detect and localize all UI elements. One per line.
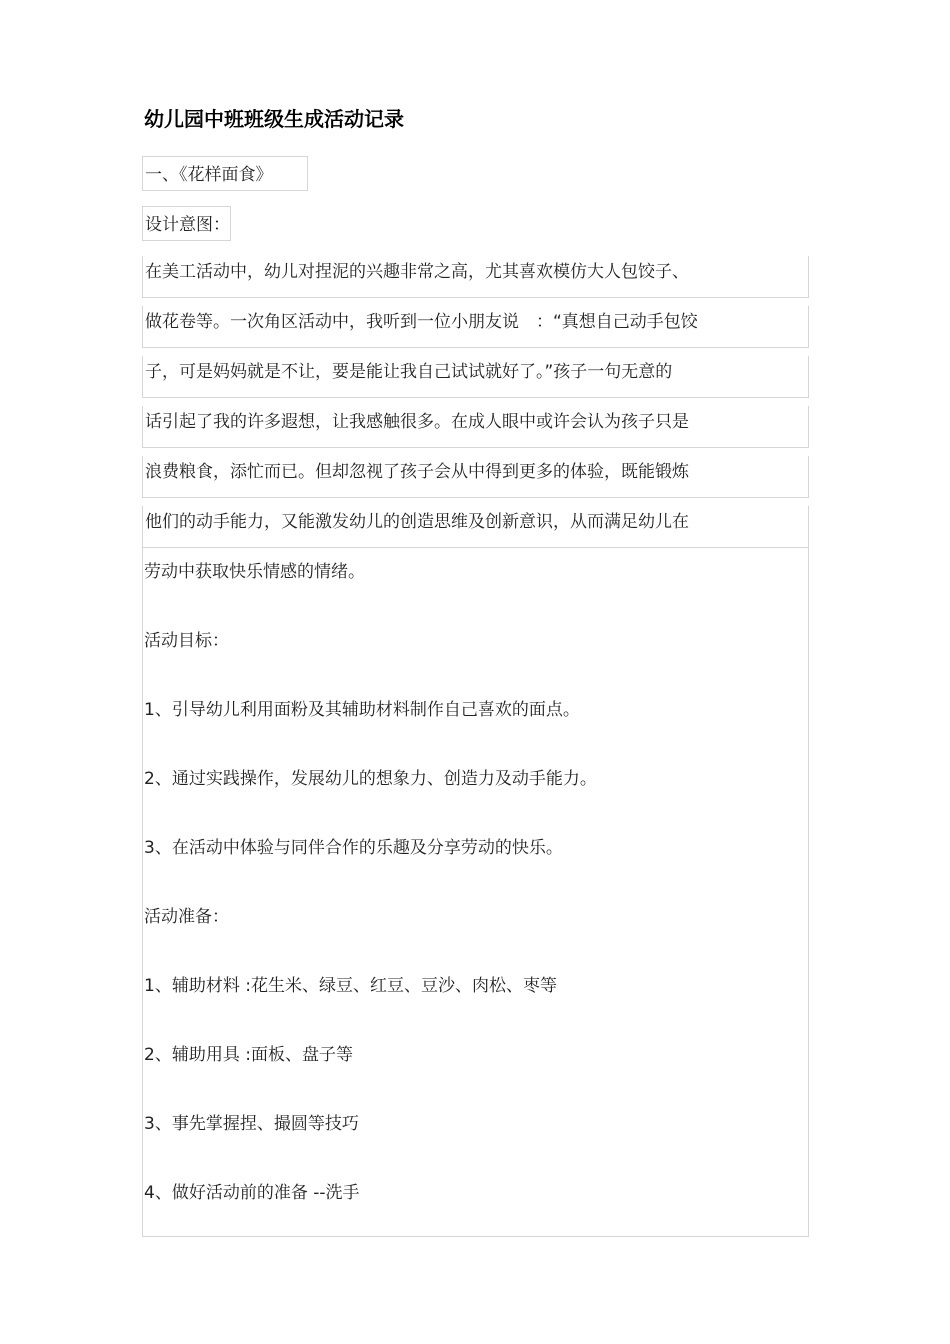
goal-item: 2、通过实践操作，发展幼儿的想象力、创造力及动手能力。 [144, 769, 597, 789]
design-intent-line: 他们的动手能力，又能激发幼儿的创造思维及创新意识，从而满足幼儿在 [142, 506, 809, 548]
preparation-item: 4、做好活动前的准备 --洗手 [144, 1183, 360, 1203]
design-intent-line: 子，可是妈妈就是不让，要是能让我自己试试就好了。”孩子一句无意的 [142, 356, 809, 398]
preparation-item: 3、事先掌握捏、撮圆等技巧 [144, 1114, 359, 1134]
design-intent-label: 设计意图： [142, 206, 231, 241]
design-intent-line: 劳动中获取快乐情感的情绪。 [144, 562, 365, 582]
goals-label: 活动目标： [144, 631, 229, 651]
goal-item: 3、在活动中体验与同伴合作的乐趣及分享劳动的快乐。 [144, 838, 563, 858]
preparation-item: 2、辅助用具 :面板、盘子等 [144, 1045, 353, 1065]
preparation-label: 活动准备： [144, 907, 229, 927]
design-intent-line: 浪费粮食，添忙而已。但却忽视了孩子会从中得到更多的体验，既能锻炼 [142, 456, 809, 498]
document-title: 幼儿园中班班级生成活动记录 [144, 107, 404, 131]
section-heading: 一、《花样面食》 [142, 156, 308, 191]
design-intent-line: 做花卷等。一次角区活动中，我听到一位小朋友说 ：“真想自己动手包饺 [142, 306, 809, 348]
preparation-item: 1、辅助材料 :花生米、绿豆、红豆、豆沙、肉松、枣等 [144, 976, 557, 996]
design-intent-line: 在美工活动中，幼儿对捏泥的兴趣非常之高，尤其喜欢模仿大人包饺子、 [142, 256, 809, 298]
goal-item: 1、引导幼儿利用面粉及其辅助材料制作自己喜欢的面点。 [144, 700, 580, 720]
design-intent-line: 话引起了我的许多遐想，让我感触很多。在成人眼中或许会认为孩子只是 [142, 406, 809, 448]
